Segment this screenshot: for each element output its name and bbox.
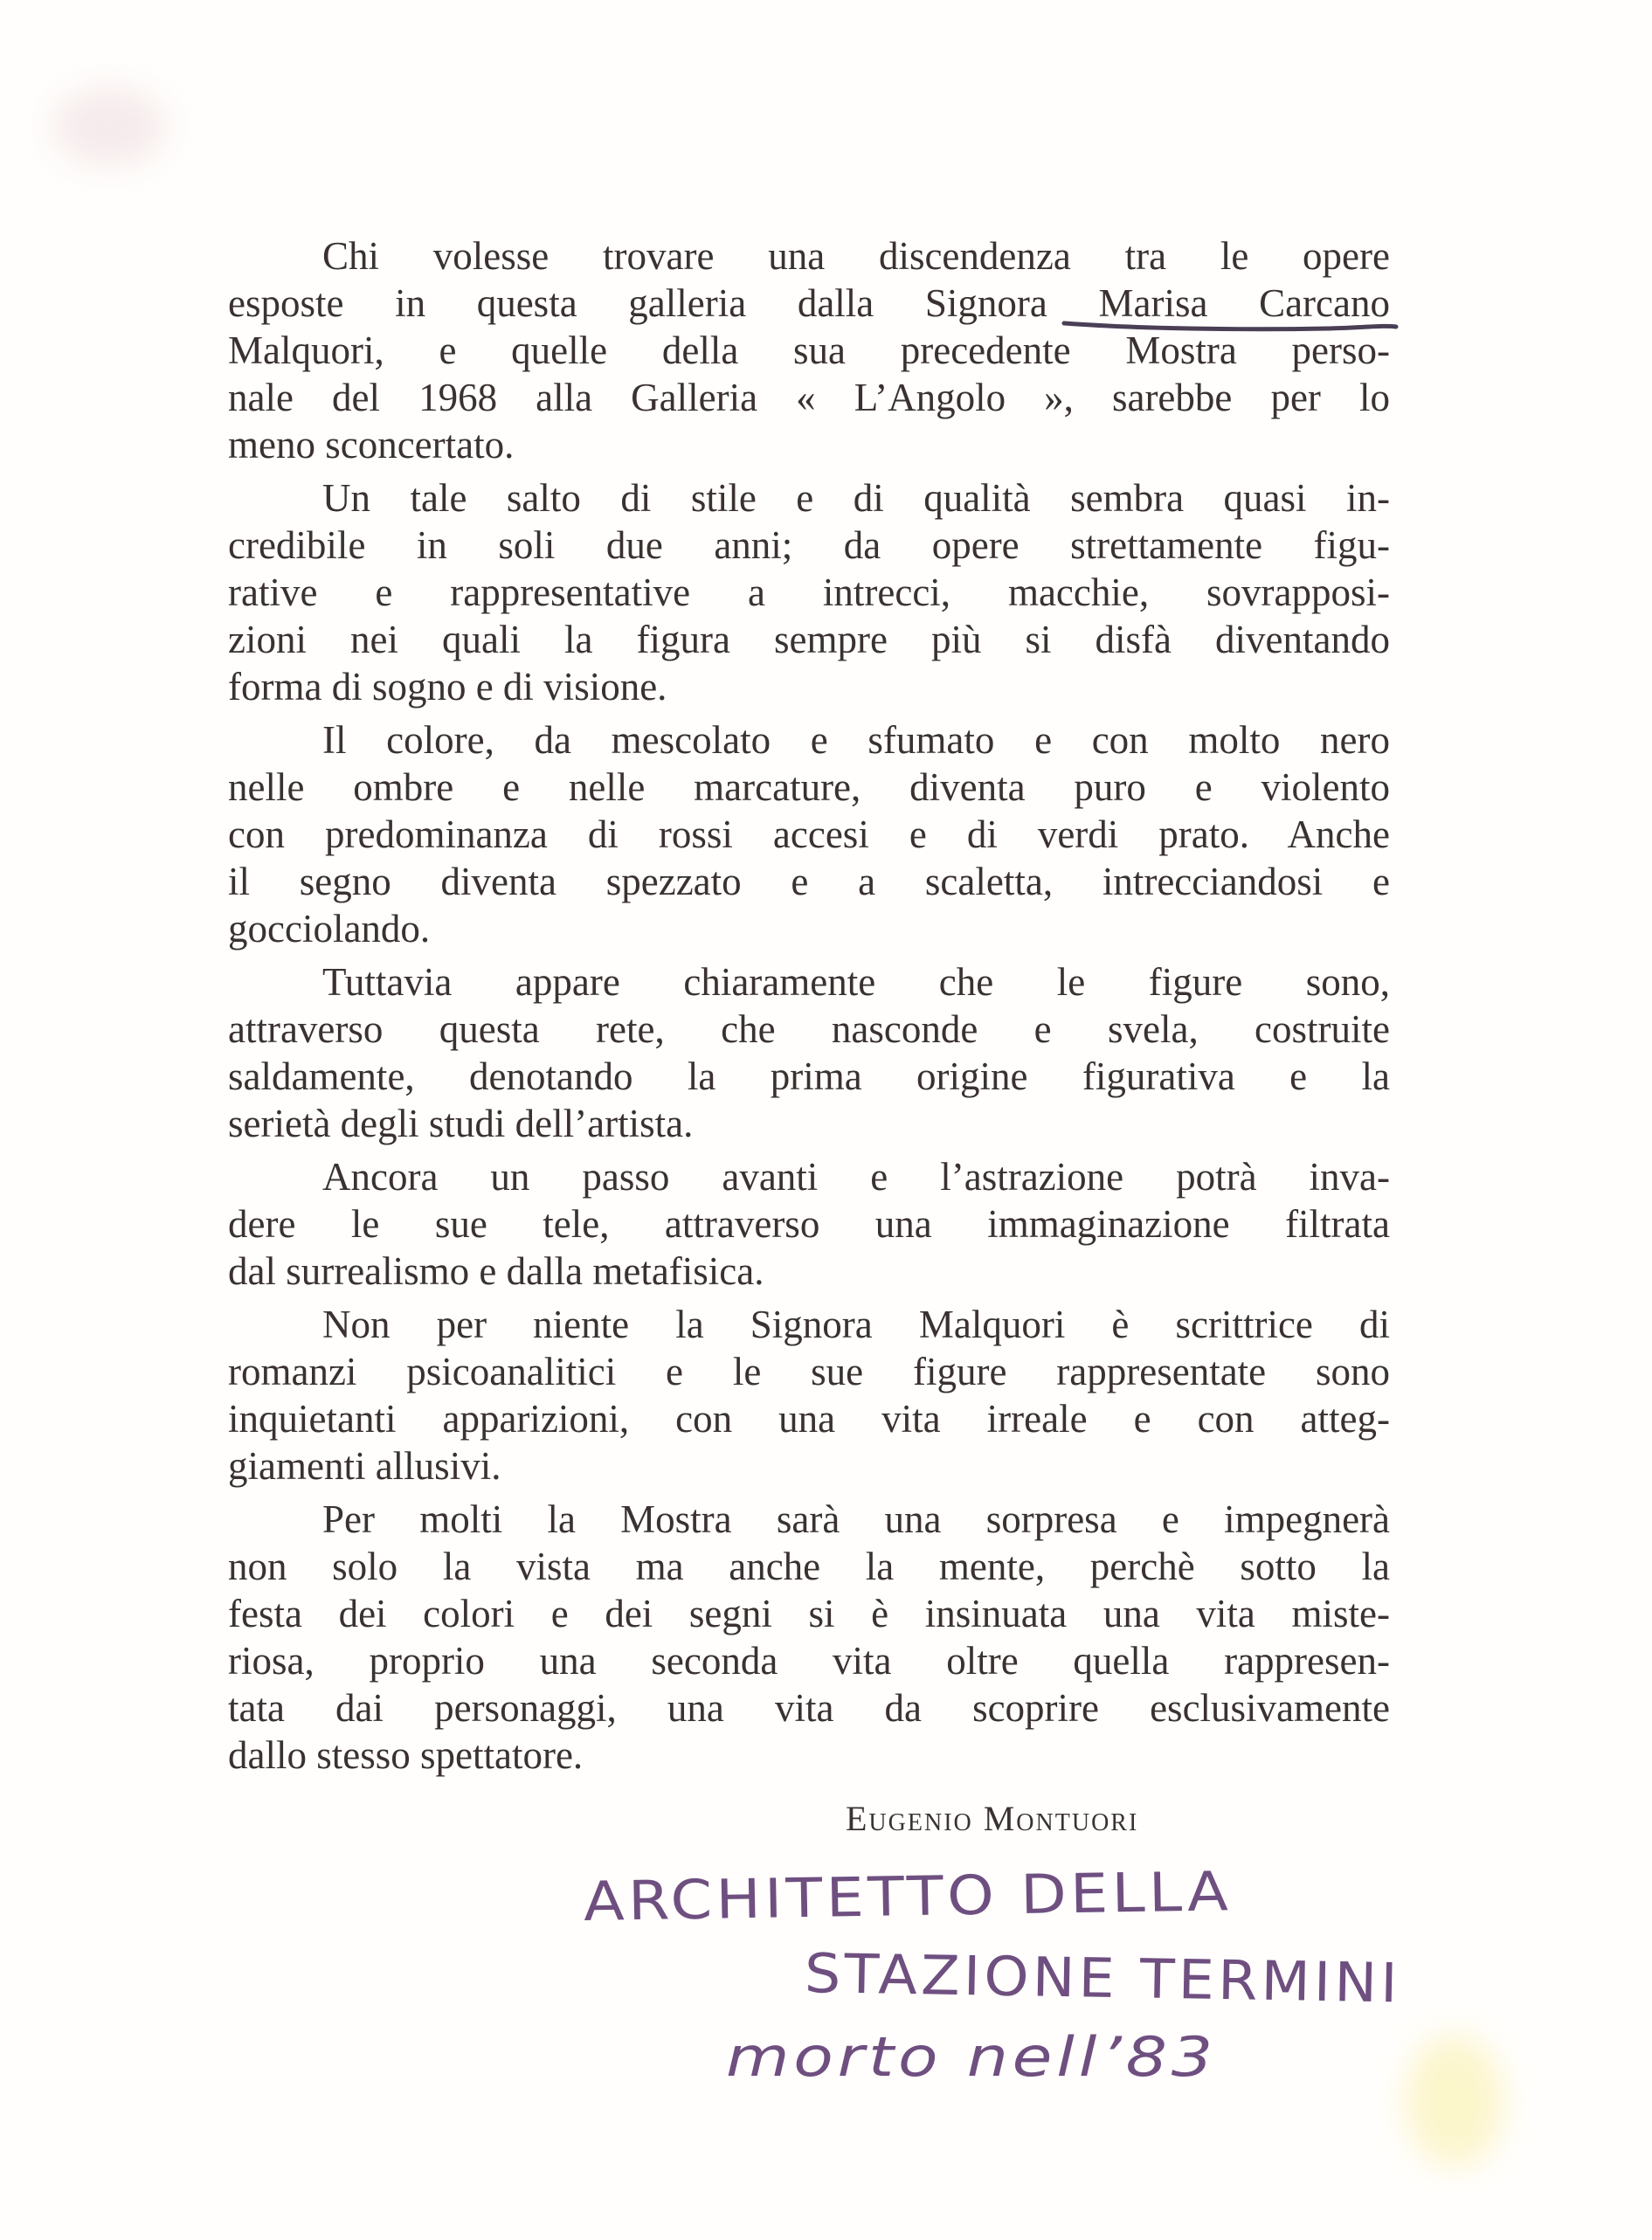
text-line: Ancora un passo avanti e l’astrazione potrà inva- bbox=[322, 1155, 1390, 1199]
text-line: Per molti la Mostra sarà una sorpresa e impegnerà bbox=[322, 1497, 1390, 1541]
text-line: Il colore, da mescolato e sfumato e con molto nero bbox=[322, 718, 1390, 762]
text-line: zioni nei quali la figura sempre più si disfà diventando bbox=[228, 618, 1390, 661]
text-line: nelle ombre e nelle marcature, diventa puro e violento bbox=[228, 765, 1390, 809]
text-line: con predominanza di rossi accesi e di verdi prato. Anche bbox=[228, 812, 1390, 856]
text-line: il segno diventa spezzato e a scaletta, intrecciandosi e bbox=[228, 860, 1390, 903]
text-line: esposte in questa galleria dalla Signora Marisa Carcano bbox=[228, 281, 1390, 325]
text-line: romanzi psicoanalitici e le sue figure rappresentate sono bbox=[228, 1350, 1390, 1393]
text-line: saldamente, denotando la prima origine figurativa e la bbox=[228, 1054, 1390, 1098]
text-line: Tuttavia appare chiaramente che le figure sono, bbox=[322, 960, 1390, 1004]
text-line: meno sconcertato. bbox=[228, 423, 515, 467]
text-line: credibile in soli due anni; da opere strettamente figu- bbox=[228, 523, 1390, 567]
handwritten-note-line-1: ARCHITETTO DELLA bbox=[583, 1859, 1233, 1933]
text-line: Un tale salto di stile e di qualità sembra quasi in- bbox=[322, 476, 1390, 520]
text-line: dallo stesso spettatore. bbox=[228, 1733, 584, 1777]
text-line: riosa, proprio una seconda vita oltre quella rappresen- bbox=[228, 1639, 1390, 1683]
text-line: non solo la vista ma anche la mente, perchè sotto la bbox=[228, 1545, 1390, 1588]
text-line: Non per niente la Signora Malquori è scrittrice di bbox=[322, 1303, 1390, 1346]
text-line: Malquori, e quelle della sua precedente Mostra perso- bbox=[228, 328, 1390, 372]
text-line: serietà degli studi dell’artista. bbox=[228, 1102, 694, 1145]
text-line: festa dei colori e dei segni si è insinuata una vita miste- bbox=[228, 1592, 1390, 1635]
text-line: tata dai personaggi, una vita da scoprire esclusivamente bbox=[228, 1686, 1390, 1730]
text-line: nale del 1968 alla Galleria « L’Angolo », sarebbe per lo bbox=[228, 376, 1390, 419]
handwritten-note-line-2: STAZIONE TERMINI bbox=[804, 1941, 1402, 2015]
text-line: dal surrealismo e dalla metafisica. bbox=[228, 1249, 764, 1293]
author-signature: Eugenio Montuori bbox=[846, 1799, 1139, 1838]
text-line: Chi volesse trovare una discendenza tra le opere bbox=[322, 234, 1390, 278]
text-line: giamenti allusivi. bbox=[228, 1444, 501, 1488]
text-line: rative e rappresentative a intrecci, macchie, sovrapposi- bbox=[228, 570, 1390, 614]
text-line: inquietanti apparizioni, con una vita irreale e con atteg- bbox=[228, 1397, 1390, 1441]
text-line: attraverso questa rete, che nasconde e svela, costruite bbox=[228, 1007, 1390, 1051]
text-line: gocciolando. bbox=[228, 907, 431, 951]
handwritten-note-line-3: morto nell’83 bbox=[726, 2025, 1217, 2089]
text-line: forma di sogno e di visione. bbox=[228, 665, 667, 709]
text-line: dere le sue tele, attraverso una immaginazione filtrata bbox=[228, 1202, 1390, 1246]
